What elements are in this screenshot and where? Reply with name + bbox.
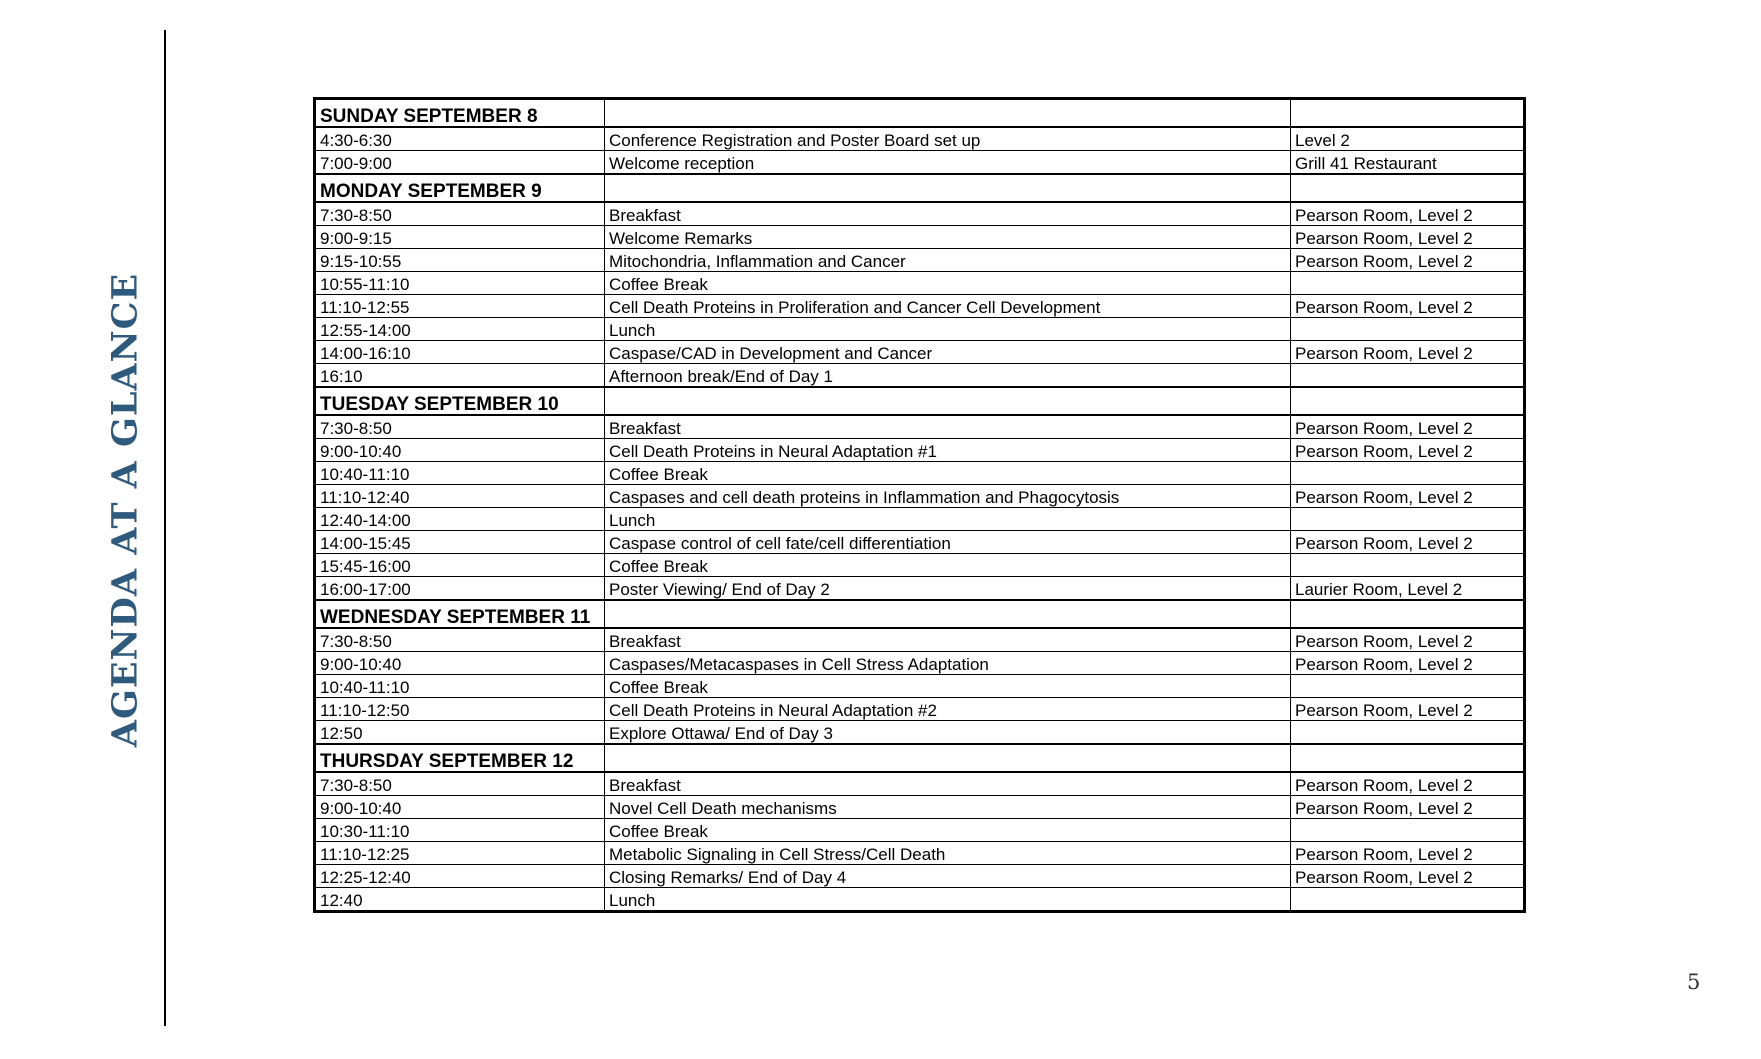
agenda-row bbox=[315, 865, 1525, 888]
agenda-row bbox=[315, 272, 1525, 295]
page-number: 5 bbox=[1687, 970, 1701, 994]
agenda-row bbox=[315, 508, 1525, 531]
event-cell: Conference Registration and Poster Board set up bbox=[605, 127, 1291, 151]
time-cell: 9:00-10:40 bbox=[315, 652, 605, 675]
location-cell: Pearson Room, Level 2 bbox=[1291, 249, 1525, 272]
event-cell: Breakfast bbox=[605, 415, 1291, 439]
time-cell: 10:30-11:10 bbox=[315, 819, 605, 842]
time-cell: 10:40-11:10 bbox=[315, 675, 605, 698]
location-cell: Pearson Room, Level 2 bbox=[1291, 439, 1525, 462]
location-cell: Pearson Room, Level 2 bbox=[1291, 772, 1525, 796]
agenda-row bbox=[315, 652, 1525, 675]
day-header-empty-cell bbox=[1291, 174, 1525, 202]
day-header-row bbox=[315, 387, 1525, 415]
location-cell: Grill 41 Restaurant bbox=[1291, 151, 1525, 175]
agenda-row bbox=[315, 151, 1525, 175]
event-cell: Metabolic Signaling in Cell Stress/Cell Death bbox=[605, 842, 1291, 865]
agenda-row bbox=[315, 318, 1525, 341]
time-cell: 12:55-14:00 bbox=[315, 318, 605, 341]
time-cell: 16:00-17:00 bbox=[315, 577, 605, 601]
event-cell: Coffee Break bbox=[605, 554, 1291, 577]
location-cell: Laurier Room, Level 2 bbox=[1291, 577, 1525, 601]
agenda-row bbox=[315, 439, 1525, 462]
location-cell bbox=[1291, 462, 1525, 485]
day-heading: SUNDAY SEPTEMBER 8 bbox=[315, 99, 605, 128]
agenda-row bbox=[315, 202, 1525, 226]
time-cell: 12:25-12:40 bbox=[315, 865, 605, 888]
location-cell: Pearson Room, Level 2 bbox=[1291, 652, 1525, 675]
location-cell bbox=[1291, 272, 1525, 295]
event-cell: Cell Death Proteins in Neural Adaptation #1 bbox=[605, 439, 1291, 462]
event-cell: Lunch bbox=[605, 318, 1291, 341]
day-header-empty-cell bbox=[605, 99, 1291, 128]
location-cell: Pearson Room, Level 2 bbox=[1291, 341, 1525, 364]
agenda-row bbox=[315, 842, 1525, 865]
location-cell bbox=[1291, 675, 1525, 698]
agenda-row bbox=[315, 772, 1525, 796]
agenda-table-body bbox=[315, 99, 1525, 912]
agenda-row bbox=[315, 796, 1525, 819]
event-cell: Coffee Break bbox=[605, 272, 1291, 295]
event-cell: Closing Remarks/ End of Day 4 bbox=[605, 865, 1291, 888]
time-cell: 9:15-10:55 bbox=[315, 249, 605, 272]
event-cell: Cell Death Proteins in Proliferation and Cancer Cell Development bbox=[605, 295, 1291, 318]
agenda-row bbox=[315, 127, 1525, 151]
day-header-row bbox=[315, 744, 1525, 772]
location-cell: Pearson Room, Level 2 bbox=[1291, 531, 1525, 554]
location-cell bbox=[1291, 318, 1525, 341]
time-cell: 9:00-10:40 bbox=[315, 439, 605, 462]
agenda-side-title: AGENDA AT A GLANCE bbox=[104, 272, 146, 748]
time-cell: 7:30-8:50 bbox=[315, 415, 605, 439]
agenda-row bbox=[315, 698, 1525, 721]
time-cell: 16:10 bbox=[315, 364, 605, 388]
event-cell: Welcome reception bbox=[605, 151, 1291, 175]
time-cell: 7:30-8:50 bbox=[315, 202, 605, 226]
time-cell: 10:40-11:10 bbox=[315, 462, 605, 485]
time-cell: 11:10-12:55 bbox=[315, 295, 605, 318]
time-cell: 11:10-12:40 bbox=[315, 485, 605, 508]
day-header-empty-cell bbox=[605, 744, 1291, 772]
event-cell: Coffee Break bbox=[605, 819, 1291, 842]
event-cell: Breakfast bbox=[605, 772, 1291, 796]
day-heading: WEDNESDAY SEPTEMBER 11 bbox=[315, 600, 605, 628]
time-cell: 7:30-8:50 bbox=[315, 628, 605, 652]
event-cell: Cell Death Proteins in Neural Adaptation #2 bbox=[605, 698, 1291, 721]
agenda-row bbox=[315, 577, 1525, 601]
day-header-empty-cell bbox=[1291, 744, 1525, 772]
agenda-row bbox=[315, 462, 1525, 485]
agenda-row bbox=[315, 364, 1525, 388]
agenda-row bbox=[315, 485, 1525, 508]
agenda-row bbox=[315, 226, 1525, 249]
event-cell: Lunch bbox=[605, 508, 1291, 531]
location-cell bbox=[1291, 721, 1525, 745]
time-cell: 4:30-6:30 bbox=[315, 127, 605, 151]
location-cell bbox=[1291, 508, 1525, 531]
location-cell: Pearson Room, Level 2 bbox=[1291, 865, 1525, 888]
day-header-empty-cell bbox=[605, 174, 1291, 202]
time-cell: 9:00-10:40 bbox=[315, 796, 605, 819]
event-cell: Afternoon break/End of Day 1 bbox=[605, 364, 1291, 388]
event-cell: Lunch bbox=[605, 888, 1291, 912]
agenda-row bbox=[315, 531, 1525, 554]
agenda-row bbox=[315, 628, 1525, 652]
event-cell: Caspase/CAD in Development and Cancer bbox=[605, 341, 1291, 364]
day-header-row bbox=[315, 99, 1525, 128]
day-header-empty-cell bbox=[605, 387, 1291, 415]
day-header-empty-cell bbox=[605, 600, 1291, 628]
event-cell: Caspases and cell death proteins in Inflammation and Phagocytosis bbox=[605, 485, 1291, 508]
time-cell: 9:00-9:15 bbox=[315, 226, 605, 249]
location-cell bbox=[1291, 364, 1525, 388]
time-cell: 10:55-11:10 bbox=[315, 272, 605, 295]
agenda-row bbox=[315, 249, 1525, 272]
time-cell: 7:30-8:50 bbox=[315, 772, 605, 796]
event-cell: Breakfast bbox=[605, 202, 1291, 226]
agenda-table bbox=[313, 97, 1526, 913]
agenda-row bbox=[315, 341, 1525, 364]
location-cell: Pearson Room, Level 2 bbox=[1291, 842, 1525, 865]
day-header-empty-cell bbox=[1291, 387, 1525, 415]
location-cell bbox=[1291, 888, 1525, 912]
agenda-row bbox=[315, 721, 1525, 745]
location-cell bbox=[1291, 554, 1525, 577]
time-cell: 12:50 bbox=[315, 721, 605, 745]
agenda-row bbox=[315, 819, 1525, 842]
day-heading: TUESDAY SEPTEMBER 10 bbox=[315, 387, 605, 415]
event-cell: Explore Ottawa/ End of Day 3 bbox=[605, 721, 1291, 745]
location-cell: Pearson Room, Level 2 bbox=[1291, 796, 1525, 819]
day-heading: MONDAY SEPTEMBER 9 bbox=[315, 174, 605, 202]
day-header-row bbox=[315, 174, 1525, 202]
location-cell: Level 2 bbox=[1291, 127, 1525, 151]
event-cell: Coffee Break bbox=[605, 675, 1291, 698]
location-cell bbox=[1291, 819, 1525, 842]
time-cell: 14:00-15:45 bbox=[315, 531, 605, 554]
event-cell: Caspase control of cell fate/cell differentiation bbox=[605, 531, 1291, 554]
day-heading: THURSDAY SEPTEMBER 12 bbox=[315, 744, 605, 772]
location-cell: Pearson Room, Level 2 bbox=[1291, 698, 1525, 721]
time-cell: 15:45-16:00 bbox=[315, 554, 605, 577]
location-cell: Pearson Room, Level 2 bbox=[1291, 485, 1525, 508]
day-header-row bbox=[315, 600, 1525, 628]
agenda-row bbox=[315, 675, 1525, 698]
event-cell: Mitochondria, Inflammation and Cancer bbox=[605, 249, 1291, 272]
agenda-row bbox=[315, 295, 1525, 318]
time-cell: 14:00-16:10 bbox=[315, 341, 605, 364]
agenda-row bbox=[315, 554, 1525, 577]
location-cell: Pearson Room, Level 2 bbox=[1291, 226, 1525, 249]
time-cell: 11:10-12:50 bbox=[315, 698, 605, 721]
vertical-divider-line bbox=[164, 30, 166, 1026]
agenda-row bbox=[315, 888, 1525, 912]
location-cell: Pearson Room, Level 2 bbox=[1291, 415, 1525, 439]
time-cell: 7:00-9:00 bbox=[315, 151, 605, 175]
location-cell: Pearson Room, Level 2 bbox=[1291, 295, 1525, 318]
event-cell: Breakfast bbox=[605, 628, 1291, 652]
day-header-empty-cell bbox=[1291, 99, 1525, 128]
agenda-row bbox=[315, 415, 1525, 439]
time-cell: 11:10-12:25 bbox=[315, 842, 605, 865]
day-header-empty-cell bbox=[1291, 600, 1525, 628]
event-cell: Coffee Break bbox=[605, 462, 1291, 485]
event-cell: Novel Cell Death mechanisms bbox=[605, 796, 1291, 819]
time-cell: 12:40 bbox=[315, 888, 605, 912]
time-cell: 12:40-14:00 bbox=[315, 508, 605, 531]
event-cell: Caspases/Metacaspases in Cell Stress Adaptation bbox=[605, 652, 1291, 675]
location-cell: Pearson Room, Level 2 bbox=[1291, 202, 1525, 226]
location-cell: Pearson Room, Level 2 bbox=[1291, 628, 1525, 652]
event-cell: Poster Viewing/ End of Day 2 bbox=[605, 577, 1291, 601]
event-cell: Welcome Remarks bbox=[605, 226, 1291, 249]
